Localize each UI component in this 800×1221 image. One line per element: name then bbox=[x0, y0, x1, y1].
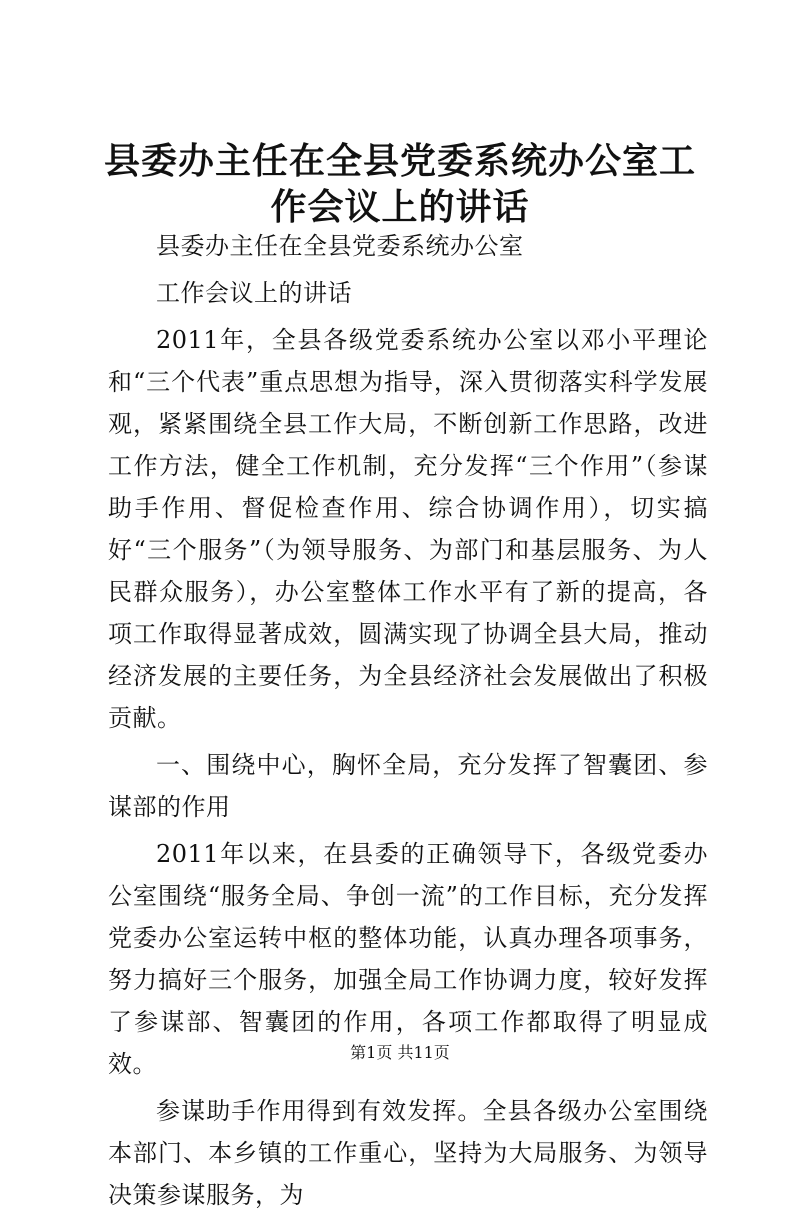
paragraph: 2011年，全县各级党委系统办公室以邓小平理论和“三个代表”重点思想为指导，深入贯彻落实科学发展观，紧紧围绕全县工作大局，不断创新工作思路，改进工作方法，健全工作机制，充分发挥“三个作用”（参谋助手作用、督促检查作用、综合协调作用），切实搞好“三个服务”（为领导服务、为部门和基层服务、为人民群众服务），办公室整体工作水平有了新的提高，各项工作取得显著成效，圆满实现了协调全县大局，推动经济发展的主要任务，为全县经济社会发展做出了积极贡献。 bbox=[108, 326, 708, 732]
paragraph: 县委办主任在全县党委系统办公室 bbox=[156, 232, 524, 260]
paragraph: 工作会议上的讲话 bbox=[156, 279, 352, 307]
document-body bbox=[108, 225, 708, 1221]
document-title: 县委办主任在全县党委系统办公室工作会议上的讲话 bbox=[103, 140, 696, 228]
section-heading: 一、围绕中心，胸怀全局，充分发挥了智囊团、参谋部的作用 bbox=[108, 751, 708, 821]
paragraph: 参谋助手作用得到有效发挥。全县各级办公室围绕本部门、本乡镇的工作重心，坚持为大局服务、为领导决策参谋服务，为 bbox=[108, 1097, 708, 1209]
paragraph: 2011年以来，在县委的正确领导下，各级党委办公室围绕“服务全局、争创一流”的工作目标，充分发挥党委办公室运转中枢的整体功能，认真办理各项事务，努力搞好三个服务，加强全局工作协调力度，较好发挥了参谋部、智囊团的作用，各项工作都取得了明显成效。 bbox=[108, 840, 708, 1078]
page-number-footer: 第1页 共11页 bbox=[350, 1043, 450, 1062]
